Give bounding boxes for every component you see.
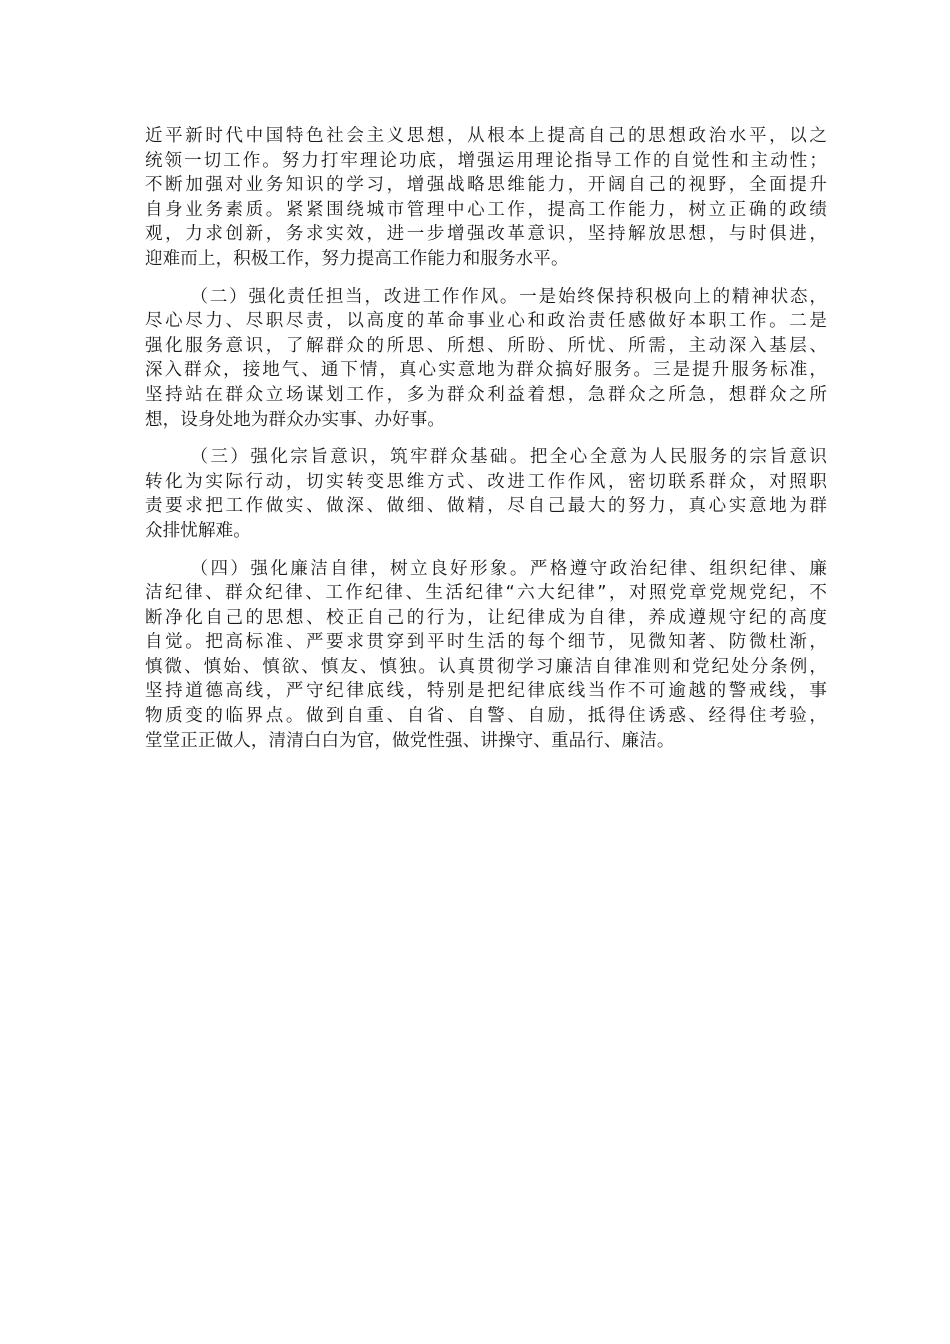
text-line: 想，设身处地为群众办实事、办好事。	[145, 409, 446, 430]
text-line: （四）强化廉洁自律，树立良好形象。严格遵守政治纪律、组织纪律、廉	[190, 558, 827, 579]
text-line: 尽心尽力、尽职尽责，以高度的革命事业心和政治责任感做好本职工作。二是	[145, 311, 827, 332]
text-line: 不断加强对业务知识的学习，增强战略思维能力，开阔自己的视野，全面提升	[145, 175, 827, 196]
paragraph-2	[145, 285, 827, 433]
paragraph-1	[145, 124, 827, 272]
text-line: 断净化自己的思想、校正自己的行为，让纪律成为自律，养成遵规守纪的高度	[145, 607, 827, 628]
text-line: 物质变的临界点。做到自重、自省、自警、自励，抵得住诱惑、经得住考验，	[145, 706, 827, 727]
paragraph-4	[145, 557, 827, 754]
text-line: 深入群众，接地气、通下情，真心实意地为群众搞好服务。三是提升服务标准，	[145, 360, 827, 381]
text-line: 洁纪律、群众纪律、工作纪律、生活纪律“六大纪律”，对照党章党规党纪，不	[145, 583, 827, 604]
text-line: 强化服务意识，了解群众的所思、所想、所盼、所忧、所需，主动深入基层、	[145, 335, 827, 356]
text-line: （二）强化责任担当，改进工作作风。一是始终保持积极向上的精神状态，	[190, 286, 827, 307]
document-body	[145, 124, 827, 766]
text-line: 坚持站在群众立场谋划工作，多为群众利益着想，急群众之所急，想群众之所	[145, 384, 827, 405]
text-line: 慎微、慎始、慎欲、慎友、慎独。认真贯彻学习廉洁自律准则和党纪处分条例，	[145, 656, 827, 677]
text-line: 近平新时代中国特色社会主义思想，从根本上提高自己的思想政治水平，以之	[145, 126, 827, 146]
text-line: 观，力求创新，务求实效，进一步增强改革意识，坚持解放思想，与时俱进，	[145, 224, 827, 245]
text-line: 转化为实际行动，切实转变思维方式、改进工作作风，密切联系群众，对照职	[145, 471, 827, 492]
text-line: 众排忧解难。	[145, 520, 251, 541]
text-line: 统领一切工作。努力打牢理论功底，增强运用理论指导工作的自觉性和主动性；	[145, 150, 827, 171]
text-line: 坚持道德高线，严守纪律底线，特别是把纪律底线当作不可逾越的警戒线，事	[145, 681, 827, 702]
text-line: （三）强化宗旨意识，筑牢群众基础。把全心全意为人民服务的宗旨意识	[190, 447, 827, 468]
text-line: 责要求把工作做实、做深、做细、做精，尽自己最大的努力，真心实意地为群	[145, 496, 827, 517]
text-line: 自觉。把高标准、严要求贯穿到平时生活的每个细节，见微知著、防微杜渐，	[145, 632, 827, 653]
text-line: 自身业务素质。紧紧围绕城市管理中心工作，提高工作能力，树立正确的政绩	[145, 199, 827, 220]
paragraph-3	[145, 445, 827, 543]
text-line: 迎难而上，积极工作，努力提高工作能力和服务水平。	[145, 248, 569, 269]
text-line: 堂堂正正做人，清清白白为官，做党性强、讲操守、重品行、廉洁。	[145, 730, 675, 751]
